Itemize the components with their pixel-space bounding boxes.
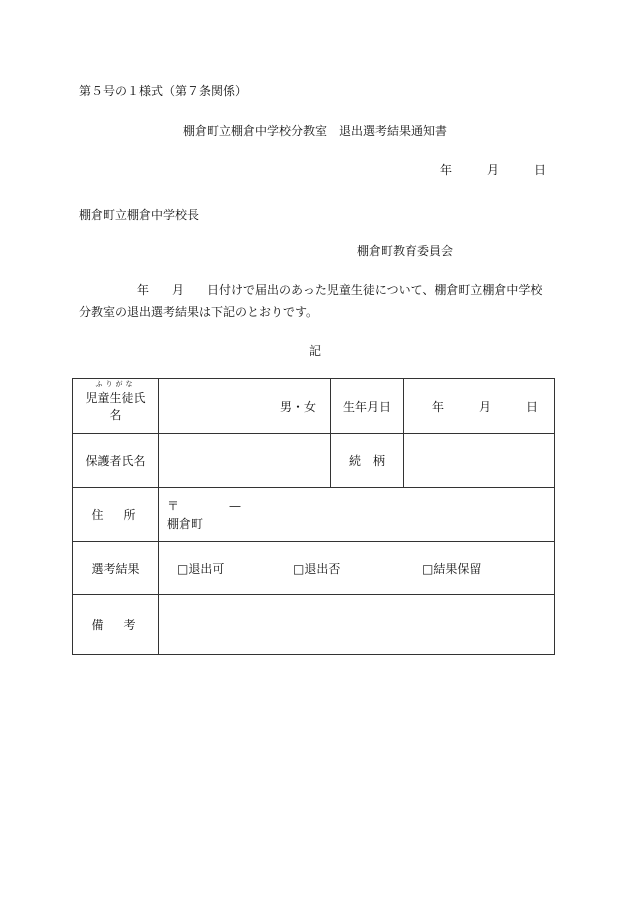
birth-year: 年 [432,399,445,414]
issue-date-day: 日 [534,163,547,177]
row-result [73,542,555,595]
student-name-label: 児童生徒氏名 [85,391,146,422]
result-table [72,378,555,655]
guardian-name-label: 保護者氏名 [73,434,159,488]
ki-heading: 記 [308,344,321,358]
birth-month: 月 [479,399,492,414]
issuer: 棚倉町教育委員会 [357,244,454,258]
result-options [159,542,555,595]
birthdate-value [404,379,555,434]
relation-label: 続 柄 [331,434,404,488]
row-student [73,379,555,434]
birth-day: 日 [526,399,539,414]
remarks-label [73,595,159,655]
gender-text: 男・女 [279,399,316,414]
body-month: 月 [172,283,185,297]
relation-field[interactable] [404,434,555,488]
remarks-field[interactable] [159,595,555,655]
addressee: 棚倉町立棚倉中学校長 [79,208,200,222]
option-exit-denied[interactable]: □退出否 [293,561,341,576]
result-label: 選考結果 [73,542,159,595]
gender-cell [159,379,331,434]
birthdate-label: 生年月日 [331,379,404,434]
issue-date-month: 月 [487,163,500,177]
town-name: 棚倉町 [167,516,204,531]
address-label-text: 住 所 [91,508,140,522]
row-guardian [73,434,555,488]
form-number-label: 第５号の１様式（第７条関係） [79,84,248,98]
postal-mark: 〒 [167,498,180,513]
row-address [73,488,555,542]
body-paragraph [79,279,553,323]
body-year: 年 [137,283,150,297]
address-field[interactable] [159,488,555,542]
option-exit-allowed[interactable]: □退出可 [177,561,225,576]
option-result-pending[interactable]: □結果保留 [422,561,482,576]
row-remarks [73,595,555,655]
address-label [73,488,159,542]
remarks-label-text: 備 考 [91,618,140,632]
student-name-label-cell [73,379,159,434]
body-text: 日付けで届出のあった児童生徒について、棚倉町立棚倉中学校分教室の退出選考結果は下記のとおりです。 [79,283,543,319]
student-name-ruby: ふりがな [95,380,136,388]
issue-date-year: 年 [440,163,453,177]
issue-date [440,161,546,178]
document-title: 棚倉町立棚倉中学校分教室 退出選考結果通知書 [182,124,447,138]
postal-dash: — [229,498,242,513]
guardian-name-field[interactable] [159,434,331,488]
